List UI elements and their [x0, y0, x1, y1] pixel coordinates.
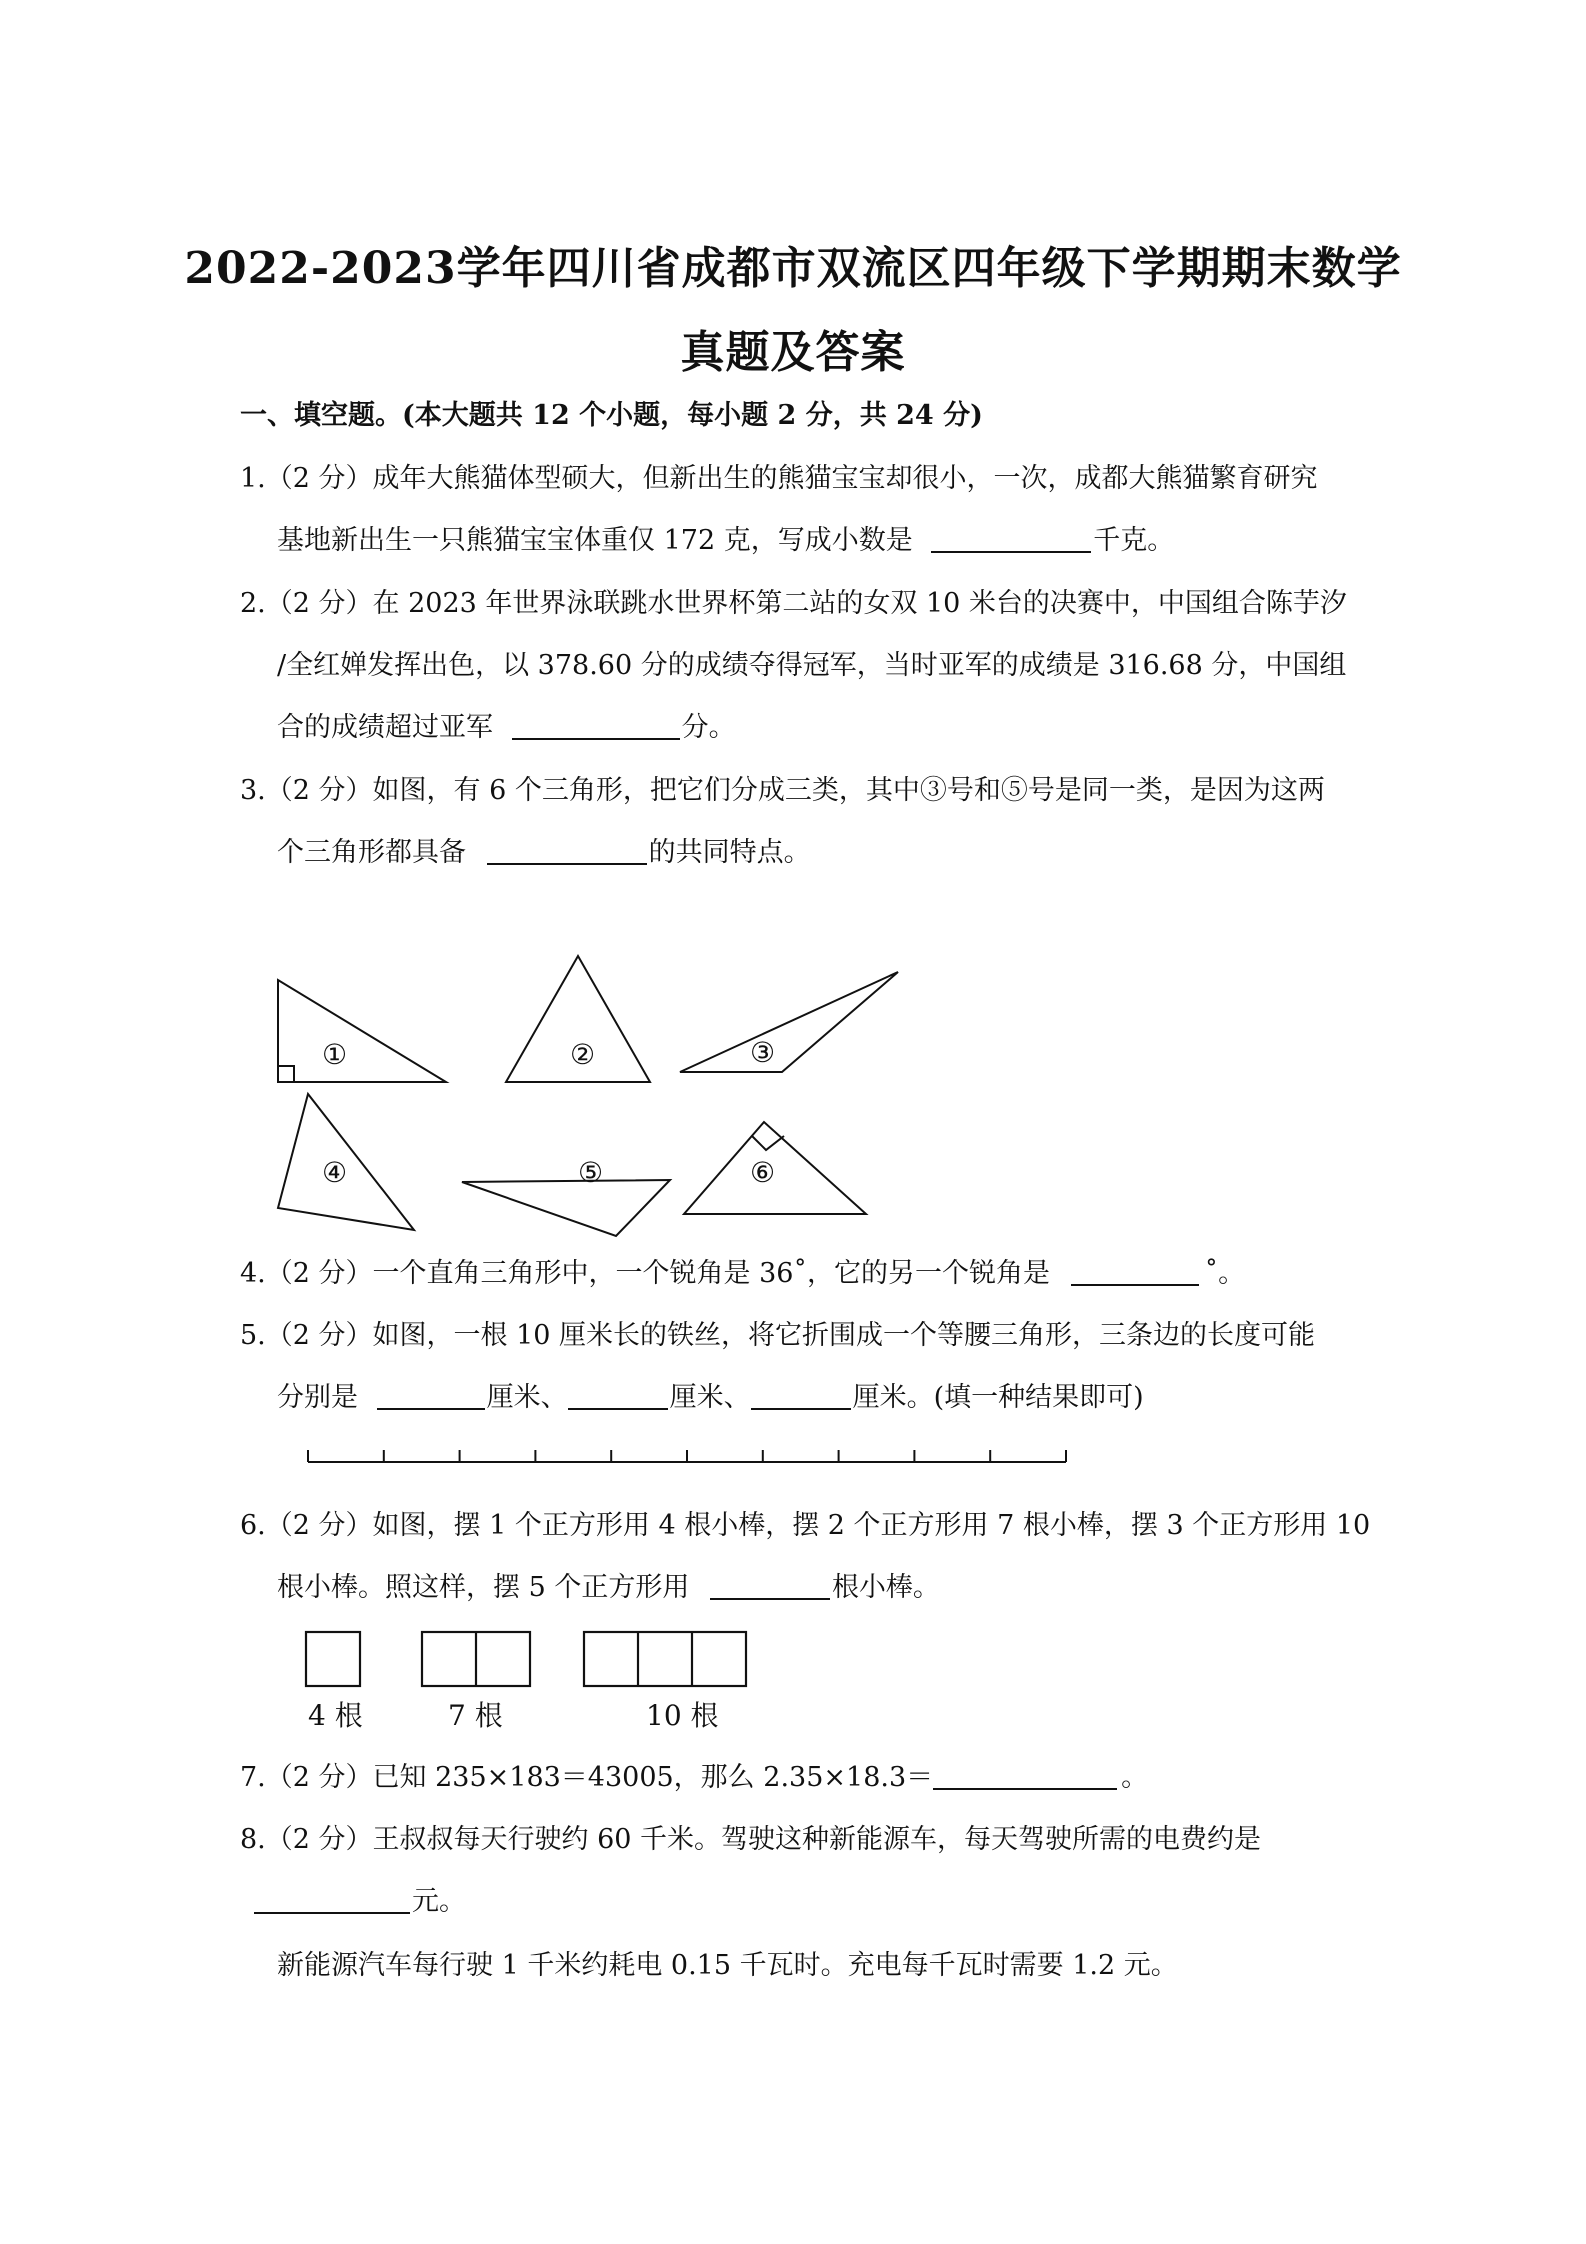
q7-line-1 [240, 1760, 1148, 1796]
q3-suffix: 的共同特点。 [648, 837, 811, 868]
q3-text: 个三角形都具备 [277, 837, 466, 868]
q5-unit-1: 厘米、 [486, 1382, 568, 1413]
section-heading: 一、填空题。(本大题共 12 个小题，每小题 2 分，共 24 分) [240, 400, 983, 431]
q4-unit: ˚。 [1204, 1258, 1246, 1289]
q8-line-1: 8.（2 分）王叔叔每天行驶约 60 千米。驾驶这种新能源车，每天驾驶所需的电费约是 [240, 1824, 1262, 1855]
q1-line-1: 1.（2 分）成年大熊猫体型硕大，但新出生的熊猫宝宝却很小，一次，成都大熊猫繁育研究 [240, 463, 1318, 494]
caption-7: 7 根 [448, 1699, 503, 1732]
q5-unit-2: 厘米、 [669, 1382, 751, 1413]
q8-unit: 元。 [412, 1886, 466, 1917]
title-line-1: 2022-2023学年四川省成都市双流区四年级下学期期末数学 [184, 243, 1402, 294]
q2-unit: 分。 [681, 712, 736, 743]
q7-answer-blank[interactable] [933, 1760, 1117, 1790]
q2-line-1: 2.（2 分）在 2023 年世界泳联跳水世界杯第二站的女双 10 米台的决赛中，中国组合陈芋汐 [240, 588, 1347, 619]
q8-line-2 [254, 1884, 466, 1920]
q2-text: 合的成绩超过亚军 [277, 712, 493, 743]
q8-answer-blank[interactable] [254, 1884, 410, 1914]
q6-suffix: 根小棒。 [831, 1572, 940, 1603]
triangle-label-2: ② [570, 1038, 596, 1071]
q7-suffix: 。 [1121, 1762, 1149, 1793]
title-line-2: 真题及答案 [680, 327, 906, 378]
square-group-1 [306, 1632, 360, 1686]
square-group-3 [584, 1632, 746, 1686]
q3-line-1: 3.（2 分）如图，有 6 个三角形，把它们分成三类，其中③号和⑤号是同一类，是因为这两 [240, 775, 1325, 806]
triangle-label-4: ④ [322, 1156, 348, 1189]
q7-text: 7.（2 分）已知 235×183＝43005，那么 2.35×18.3＝ [240, 1762, 934, 1793]
q6-text: 根小棒。照这样，摆 5 个正方形用 [277, 1572, 690, 1603]
triangle-label-1: ① [322, 1038, 348, 1071]
caption-4: 4 根 [308, 1699, 363, 1732]
triangle-label-3: ③ [750, 1036, 776, 1069]
q5-unit-3: 厘米。(填一种结果即可) [852, 1382, 1144, 1413]
q2-line-2: /全红婵发挥出色，以 378.60 分的成绩夺得冠军，当时亚军的成绩是 316.68 分，中国组 [277, 650, 1347, 681]
q1-unit: 千克。 [1093, 525, 1175, 556]
q5-text: 分别是 [277, 1382, 358, 1413]
q8-note: 新能源汽车每行驶 1 千米约耗电 0.15 千瓦时。充电每千瓦时需要 1.2 元。 [277, 1950, 1178, 1981]
triangle-label-6: ⑥ [750, 1156, 776, 1189]
q4-text: 4.（2 分）一个直角三角形中，一个锐角是 36˚，它的另一个锐角是 [240, 1258, 1050, 1289]
q5-line-1: 5.（2 分）如图，一根 10 厘米长的铁丝，将它折围成一个等腰三角形，三条边的长度可能 [240, 1320, 1316, 1351]
q6-line-1: 6.（2 分）如图，摆 1 个正方形用 4 根小棒，摆 2 个正方形用 7 根小棒，摆 3 个正方形用 10 [240, 1510, 1371, 1541]
caption-10: 10 根 [646, 1699, 719, 1732]
triangle-label-5: ⑤ [578, 1156, 604, 1189]
q1-text: 基地新出生一只熊猫宝宝体重仅 172 克，写成小数是 [277, 525, 913, 556]
